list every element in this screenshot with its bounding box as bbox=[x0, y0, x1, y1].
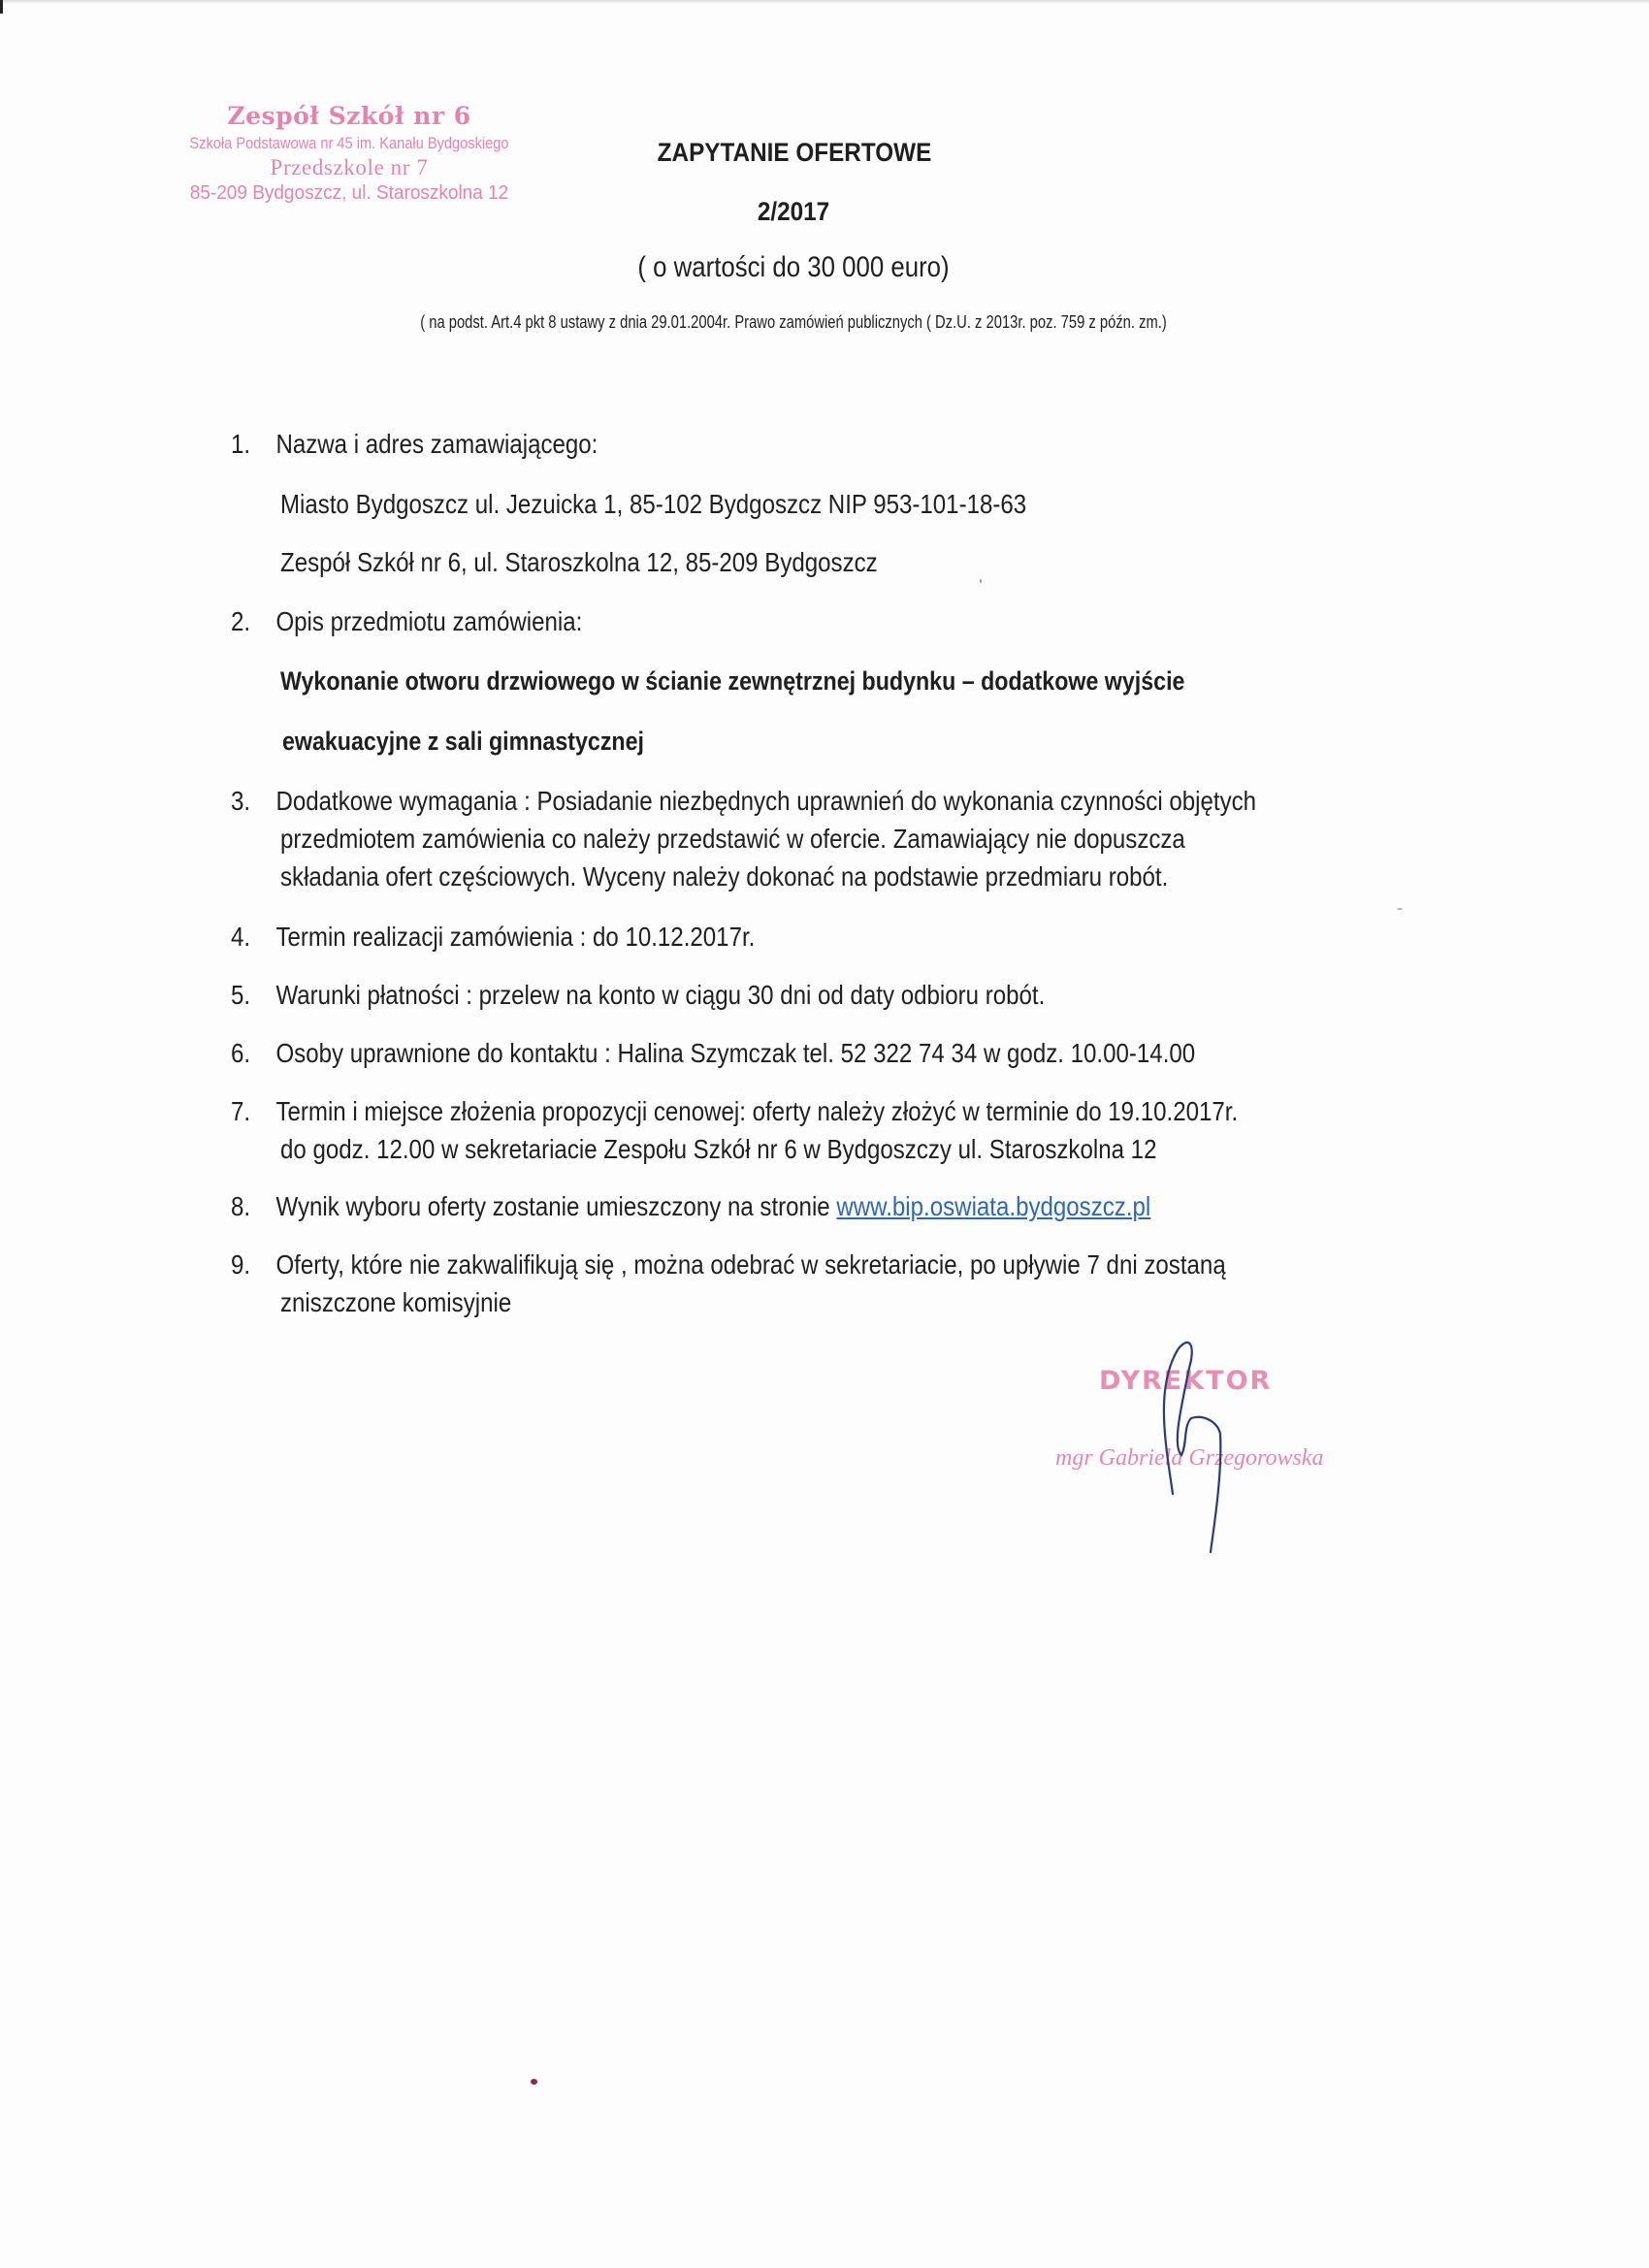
stamp-line-primary-school: Szkoła Podstawowa nr 45 im. Kanału Bydgoskiego bbox=[189, 134, 509, 152]
item-3-continuation-2: składania ofert częściowych. Wyceny należy dokonać na podstawie przedmiaru robót. bbox=[280, 861, 1169, 891]
list-item-8 bbox=[231, 1187, 1150, 1225]
value-note: ( o wartości do 30 000 euro) bbox=[637, 251, 950, 283]
item-number: 5. bbox=[231, 980, 251, 1010]
signature-stroke bbox=[1164, 1343, 1220, 1552]
page-edge bbox=[0, 0, 1649, 4]
item-text: Termin i miejsce złożenia propozycji cenowej: oferty należy złożyć w terminie do 19.10.2017r. bbox=[275, 1096, 1239, 1126]
ordering-party-city: Miasto Bydgoszcz ul. Jezuicka 1, 85-102 Bydgoszcz NIP 953-101-18-63 bbox=[280, 489, 1027, 519]
scan-speck bbox=[980, 579, 982, 583]
item-number: 8. bbox=[231, 1191, 251, 1221]
list-item-3 bbox=[231, 782, 1256, 820]
list-item-5 bbox=[231, 976, 1045, 1014]
document-number: 2/2017 bbox=[757, 197, 830, 226]
list-item-2 bbox=[231, 602, 582, 640]
scan-speck bbox=[531, 2079, 537, 2085]
document-title: ZAPYTANIE OFERTOWE bbox=[657, 138, 932, 167]
item-text: Dodatkowe wymagania : Posiadanie niezbędnych uprawnień do wykonania czynności objętych bbox=[275, 786, 1257, 816]
item-text: Opis przedmiotu zamówienia: bbox=[275, 606, 583, 636]
list-item-6 bbox=[231, 1034, 1195, 1072]
item-7-continuation-1: do godz. 12.00 w sekretariacie Zespołu Szkół nr 6 w Bydgoszczy ul. Staroszkolna 12 bbox=[280, 1134, 1157, 1164]
item-text: Osoby uprawnione do kontaktu : Halina Szymczak tel. 52 322 74 34 w godz. 10.00-14.00 bbox=[275, 1038, 1196, 1068]
scan-speck bbox=[1397, 908, 1403, 910]
order-subject-line-2: ewakuacyjne z sali gimnastycznej bbox=[282, 727, 644, 756]
item-text: Termin realizacji zamówienia : do 10.12.2017r. bbox=[275, 922, 756, 952]
handwritten-signature bbox=[1125, 1329, 1261, 1562]
item-text: Wynik wyboru oferty zostanie umieszczony na stronie bbox=[275, 1191, 837, 1221]
item-9-continuation-1: zniszczone komisyjnie bbox=[280, 1287, 512, 1317]
item-text: Warunki płatności : przelew na konto w ciągu 30 dni od daty odbioru robót. bbox=[275, 980, 1046, 1010]
director-stamp-title: DYREKTOR bbox=[1099, 1366, 1273, 1396]
director-stamp-name: mgr Gabriela Grzegorowska bbox=[1055, 1445, 1324, 1471]
item-number: 2. bbox=[231, 606, 251, 636]
item-number: 1. bbox=[231, 429, 251, 459]
item-text: Oferty, które nie zakwalifikują się , można odebrać w sekretariacie, po upływie 7 dni zostaną bbox=[275, 1249, 1226, 1280]
bip-website-link[interactable]: www.bip.oswiata.bydgoszcz.pl bbox=[836, 1191, 1151, 1221]
stamp-line-kindergarten: Przedszkole nr 7 bbox=[270, 155, 429, 179]
item-number: 7. bbox=[231, 1096, 251, 1126]
legal-basis-note: ( na podst. Art.4 pkt 8 ustawy z dnia 29.01.2004r. Prawo zamówień publicznych ( Dz.U. z 2013r. poz. 759 z późn. zm.) bbox=[420, 312, 1167, 332]
order-subject-line-1: Wykonanie otworu drzwiowego w ścianie zewnętrznej budynku – dodatkowe wyjście bbox=[280, 666, 1185, 696]
ordering-party-school: Zespół Szkół nr 6, ul. Staroszkolna 12, 85-209 Bydgoszcz bbox=[280, 547, 878, 577]
item-number: 3. bbox=[231, 786, 251, 816]
item-number: 9. bbox=[231, 1249, 251, 1280]
item-number: 6. bbox=[231, 1038, 251, 1068]
list-item-4 bbox=[231, 918, 755, 956]
list-item-1 bbox=[231, 425, 598, 463]
item-number: 4. bbox=[231, 922, 251, 952]
item-3-continuation-1: przedmiotem zamówienia co należy przedstawić w ofercie. Zamawiający nie dopuszcza bbox=[280, 824, 1185, 854]
scan-artifact bbox=[0, 0, 3, 14]
stamp-line-address: 85-209 Bydgoszcz, ul. Staroszkolna 12 bbox=[189, 182, 509, 204]
list-item-9 bbox=[231, 1246, 1226, 1283]
list-item-7 bbox=[231, 1092, 1238, 1130]
item-text: Nazwa i adres zamawiającego: bbox=[275, 429, 598, 459]
stamp-line-school: Zespół Szkół nr 6 bbox=[227, 102, 471, 130]
